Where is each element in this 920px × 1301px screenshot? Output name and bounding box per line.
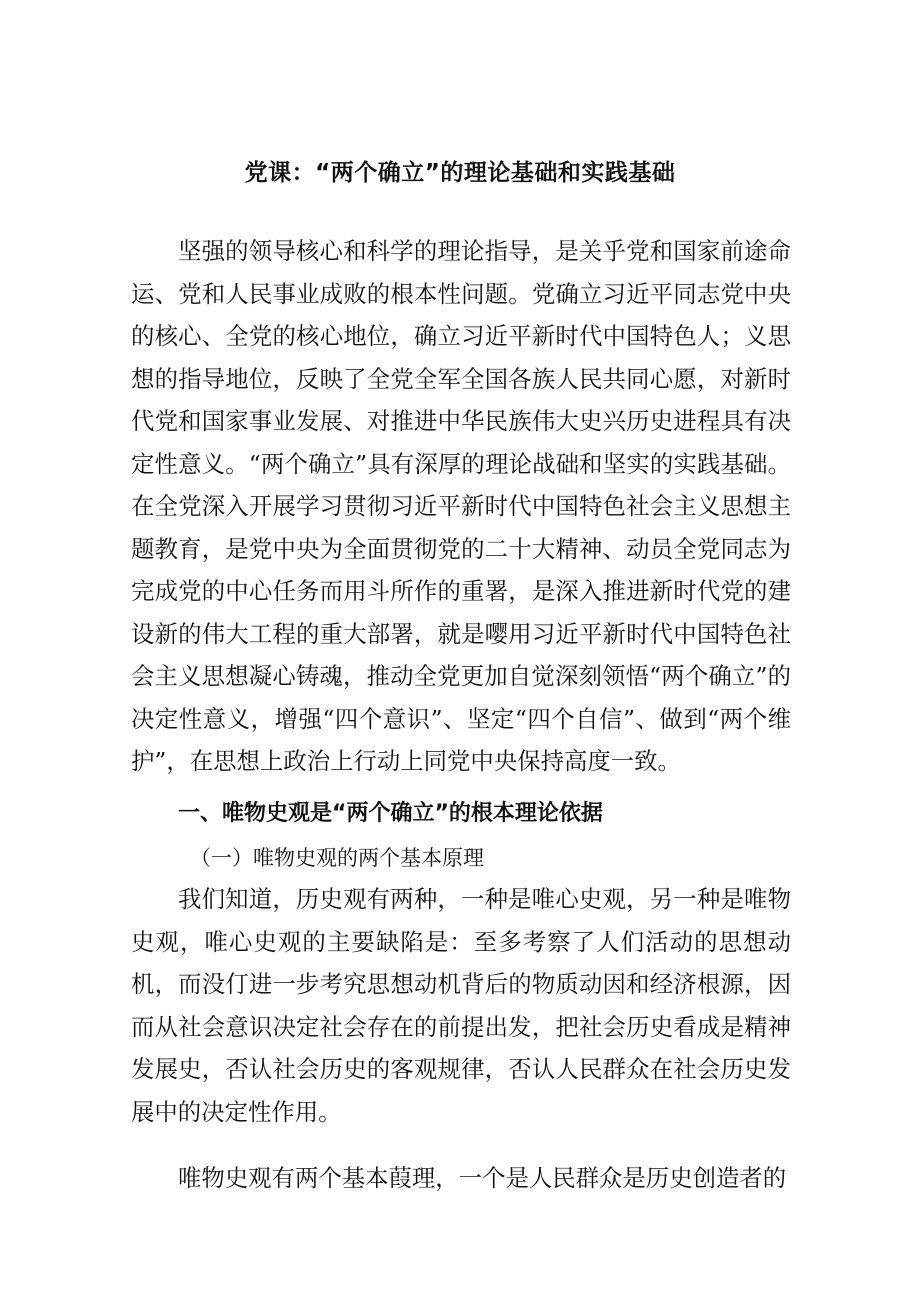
section-heading-1: 一、唯物史观是“两个确立”的根本理论依据 [178,801,603,826]
document-title: 党课：“两个确立”的理论基础和实践基础 [244,160,676,186]
paragraph-intro: 坚强的领导核心和科学的理论指导，是关乎党和国家前途命运、党和人民事业成败的根本性问题。党确立习近平同志党中央的核心、全党的核心地位，确立习近平新时代中国特色人；义思想的指导地位，反映了全党全军全国各族人民共同心愿，对新时代党和国家事业发展、对推进中华民族伟大史兴历史进程具有决定性意义。“两个确立”具有深厚的理论战础和坚实的实践基础。在全党深入开展学习贯彻习近平新时代中国特色社会主义思想主题教育，是党中央为全面贯彻党的二十大精神、动员全党同志为完成党的中心任务而用斗所作的重署，是深入推进新时代党的建设新的伟大工程的重大部署，就是嘤用习近平新时代中国特色社会主义思想凝心铸魂，推动全党更加自觉深刻领悟“两个确立”的决定性意义，增强“四个意识”、坚定“四个自信”、做到“两个维护”，在思想上政治上行动上同党中央保持高度一致。 [131,237,791,775]
paragraph-basic-principles: 唯物史观有两个基本葭理，一个是人民群众是历史创造者的 [178,1164,787,1192]
subsection-heading-1: （一）唯物史观的两个基本原理 [190,846,484,870]
paragraph-historical-views: 我们知道，历史观有两种，一种是唯心史观，另一种是唯物史观，唯心史观的主要缺陷是：至多考察了人们活动的思想动机，而没仃进一步考究思想动机背后的物质动因和经济根源，因而从社会意识决定社会存在的前提出发，把社会历史看成是精神发展史，否认社会历史的客观规律，否认人民群众在社会历史发展中的决定性作用。 [131,885,791,1126]
